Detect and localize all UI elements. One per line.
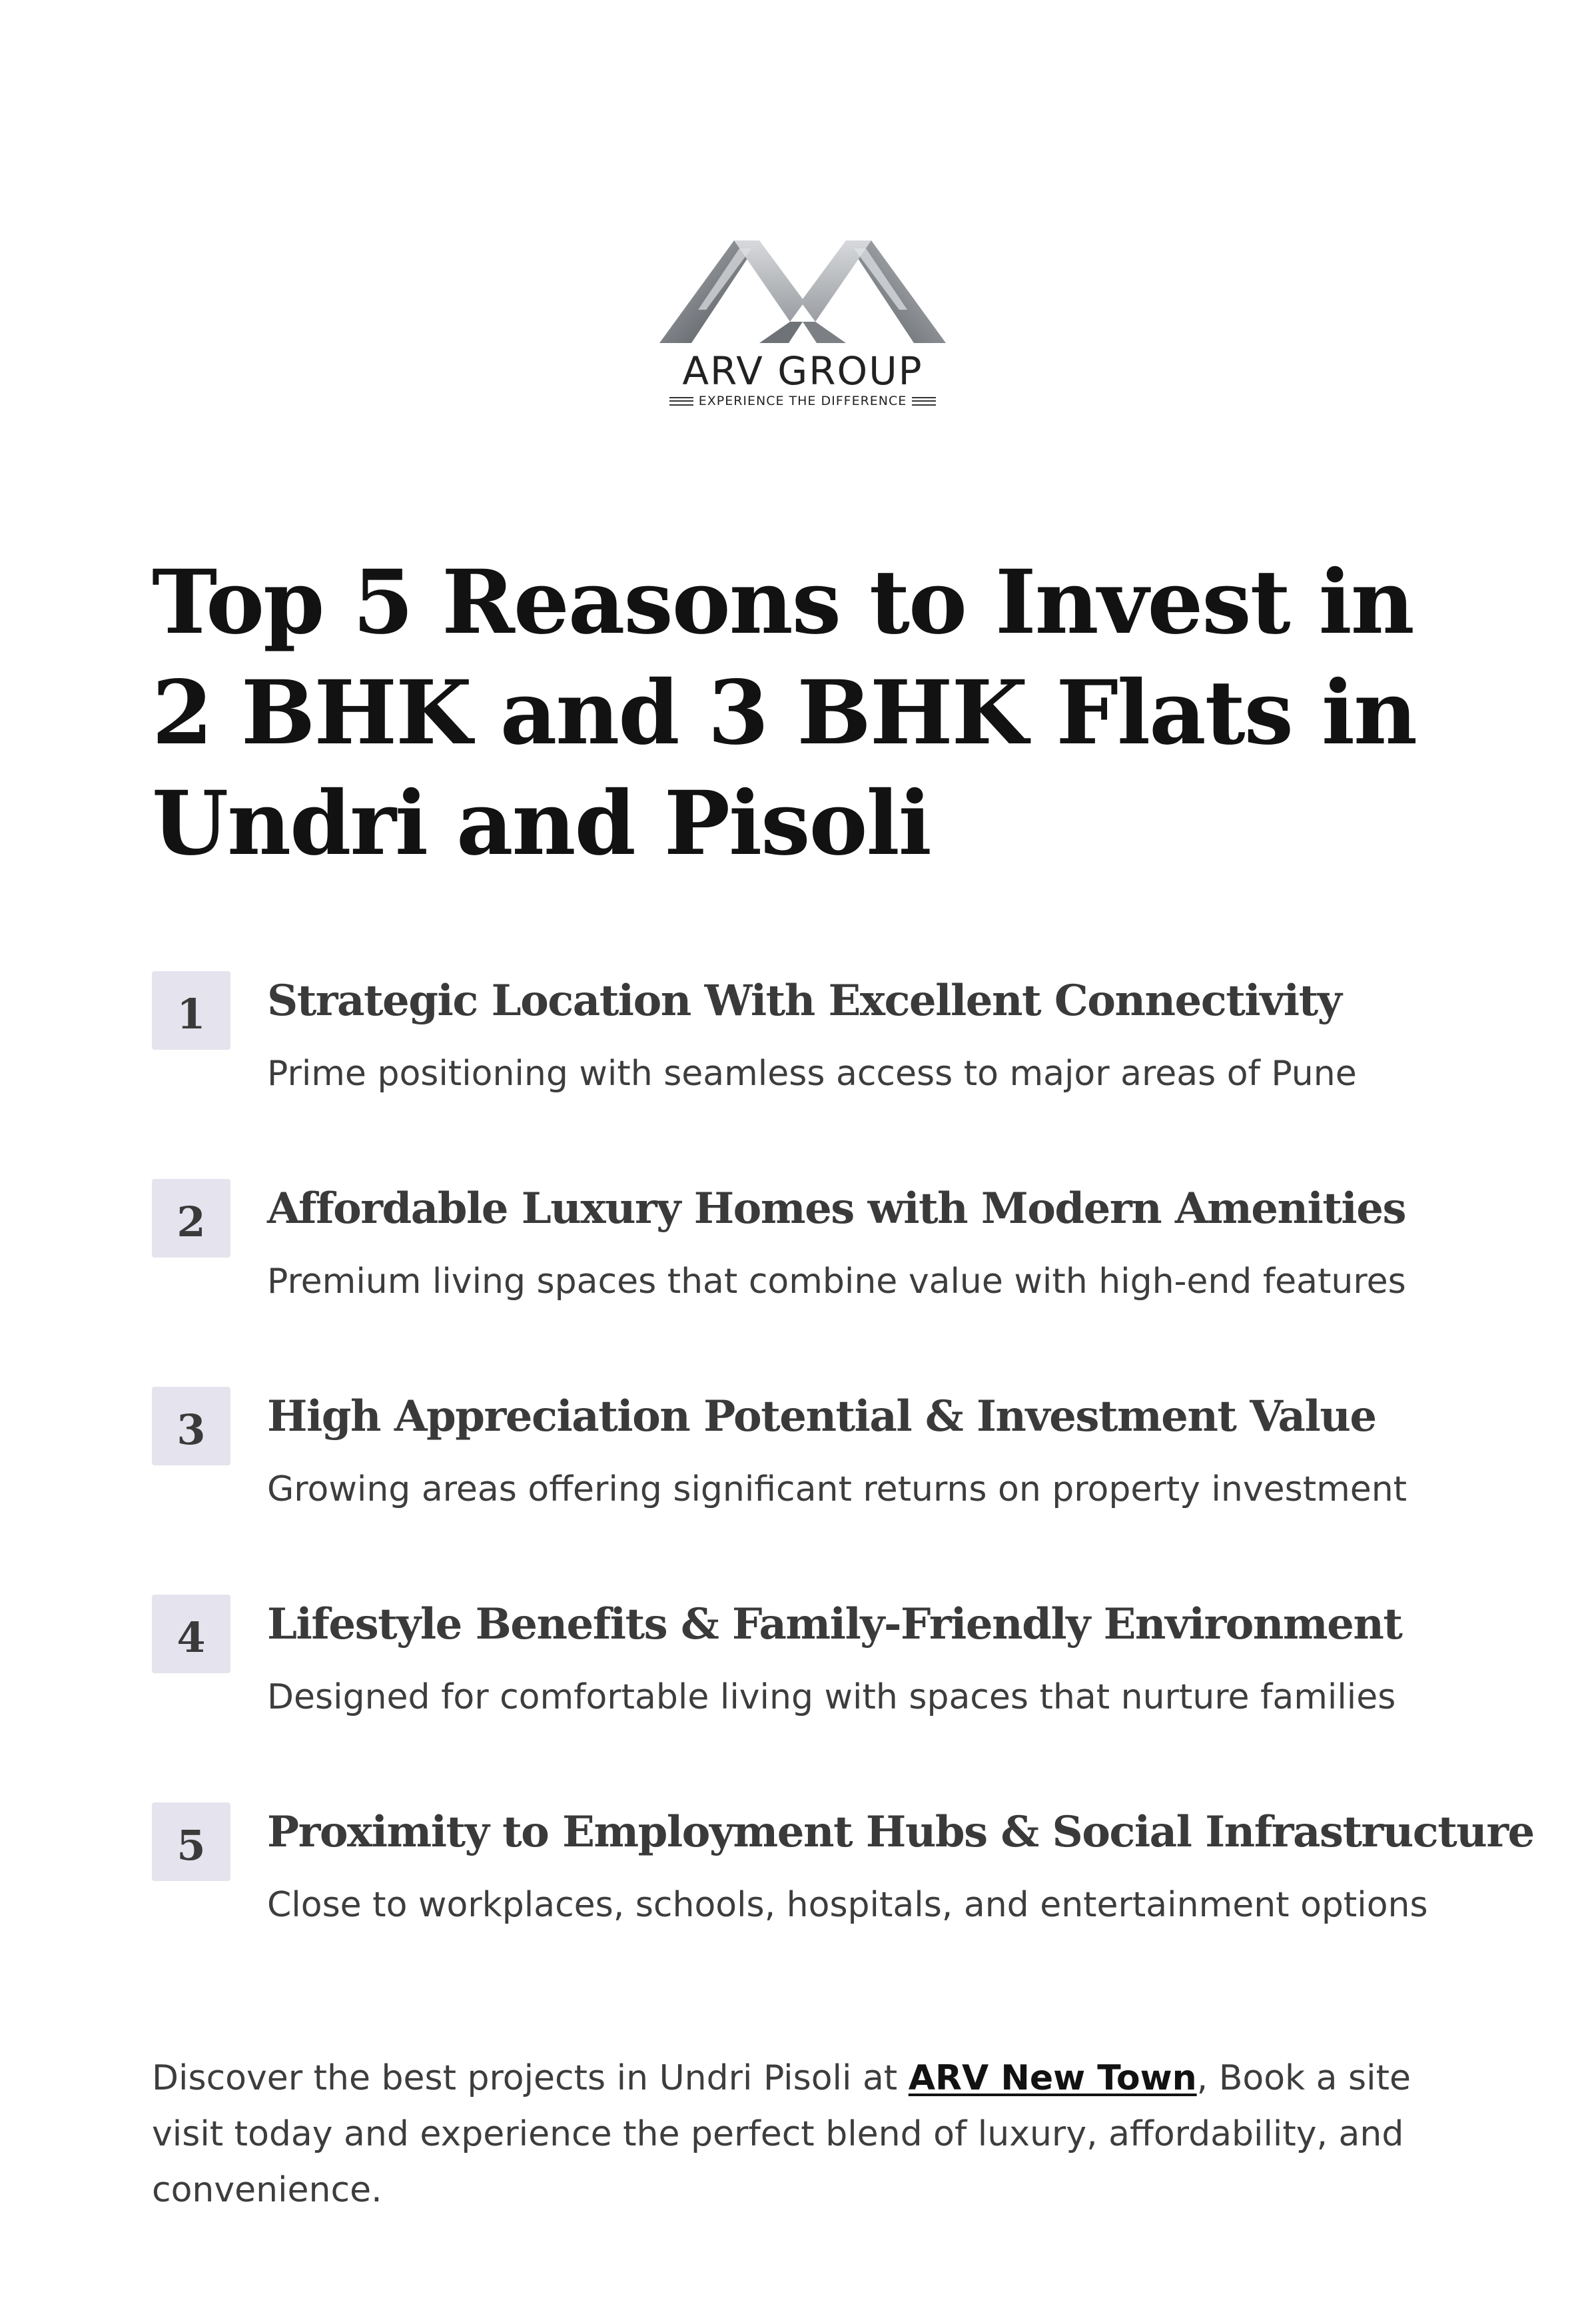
footer-call-to-action <box>152 2050 1484 2218</box>
reason-description: Growing areas offering significant returns on property investment <box>267 1469 1407 1509</box>
reason-title: High Appreciation Potential & Investment Value <box>267 1391 1376 1441</box>
reason-item-3 <box>152 1387 1484 1540</box>
reason-number-badge: 4 <box>152 1595 230 1673</box>
reason-title: Lifestyle Benefits & Family-Friendly Environment <box>267 1599 1402 1649</box>
reason-number-badge: 3 <box>152 1387 230 1465</box>
reason-item-4 <box>152 1595 1484 1748</box>
mountain-peaks-icon <box>639 236 966 350</box>
reason-item-5 <box>152 1802 1534 1956</box>
reason-number-badge: 1 <box>152 971 230 1050</box>
reason-title: Strategic Location With Excellent Connectivity <box>267 976 1342 1026</box>
reason-number-badge: 5 <box>152 1802 230 1881</box>
reason-description: Prime positioning with seamless access to major areas of Pune <box>267 1054 1357 1094</box>
page-title: Top 5 Reasons to Invest in 2 BHK and 3 BHK Flats in Undri and Pisoli <box>152 551 1417 875</box>
reason-item-2 <box>152 1179 1484 1332</box>
tagline-right-lines <box>912 397 936 406</box>
brand-name: ARV GROUP <box>682 348 923 394</box>
footer-text-before-link: Discover the best projects in Undri Pisoli at <box>152 2058 909 2098</box>
arv-group-logo <box>639 236 966 410</box>
reason-description: Close to workplaces, schools, hospitals, and entertainment options <box>267 1885 1428 1925</box>
brand-tagline: EXPERIENCE THE DIFFERENCE <box>698 394 907 408</box>
reason-description: Premium living spaces that combine value with high-end features <box>267 1262 1406 1302</box>
tagline-left-lines <box>669 397 693 406</box>
tagline-row <box>639 394 966 408</box>
reason-number-badge: 2 <box>152 1179 230 1258</box>
reason-title: Proximity to Employment Hubs & Social Infrastructure <box>267 1807 1534 1857</box>
footer-text-after-link: , Book a site visit today and experience the perfect blend of luxury, affordability, and convenience. <box>152 2058 1411 2210</box>
arv-new-town-link[interactable]: ARV New Town <box>908 2058 1197 2098</box>
reason-title: Affordable Luxury Homes with Modern Amenities <box>267 1184 1405 1234</box>
reason-description: Designed for comfortable living with spaces that nurture families <box>267 1677 1396 1717</box>
reason-item-1 <box>152 971 1484 1124</box>
